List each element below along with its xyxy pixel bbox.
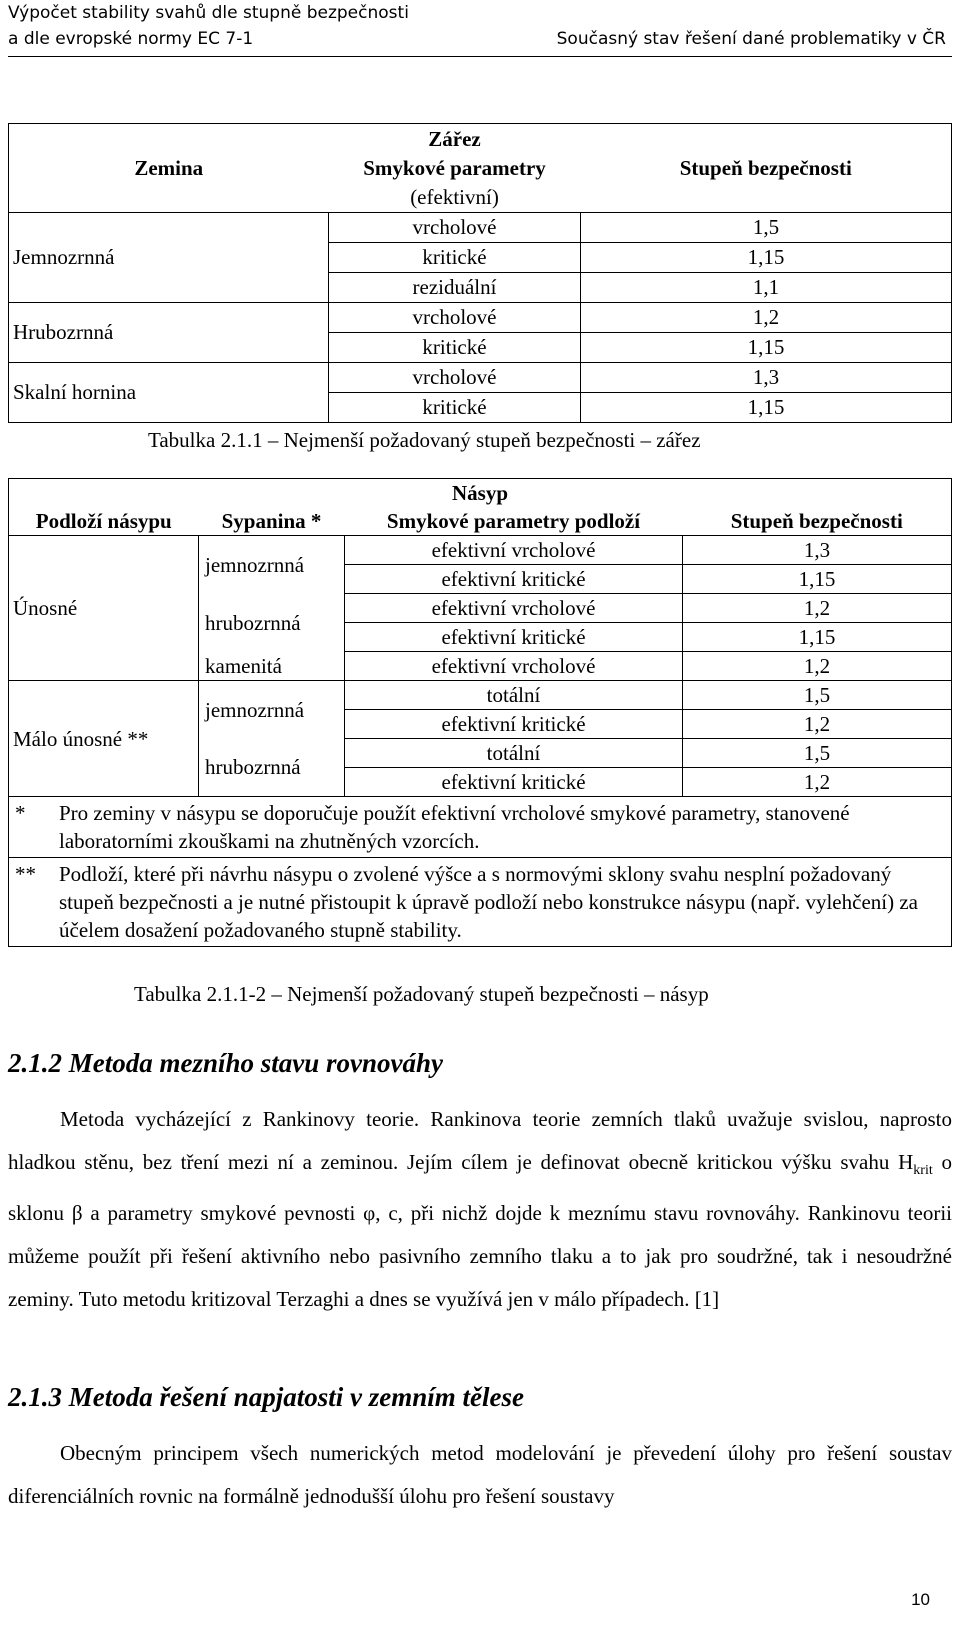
param-cell: totální (345, 681, 683, 710)
header-title-line2: a dle evropské normy EC 7-1 (8, 29, 254, 49)
col-header-params: Smykové parametry podloží (345, 507, 683, 536)
header-section: Současný stav řešení dané problematiky v ČR (556, 29, 946, 49)
param-cell: totální (345, 739, 683, 768)
param-cell: efektivní vrcholové (345, 594, 683, 623)
table-title: Násyp (9, 479, 952, 508)
param-cell: efektivní kritické (345, 565, 683, 594)
soil-coarse: Hrubozrnná (9, 303, 329, 363)
section-heading-2-1-2: 2.1.2 Metoda mezního stavu rovnováhy (8, 1048, 444, 1078)
factor-cell: 1,2 (683, 710, 952, 739)
factor-cell: 1,15 (683, 565, 952, 594)
fill-fine: jemnozrnná (199, 536, 345, 594)
col-header-fill: Sypanina * (199, 507, 345, 536)
factor-cell: 1,3 (581, 363, 952, 393)
col-header-factor: Stupeň bezpečnosti (581, 124, 952, 213)
footnote-1 (9, 797, 952, 858)
factor-cell: 1,2 (581, 303, 952, 333)
table2-caption: Tabulka 2.1.1-2 – Nejmenší požadovaný stupeň bezpečnosti – násyp (134, 982, 709, 1006)
factor-cell: 1,2 (683, 594, 952, 623)
factor-cell: 1,3 (683, 536, 952, 565)
param-cell: efektivní vrcholové (345, 652, 683, 681)
param-cell: kritické (329, 393, 581, 423)
factor-cell: 1,2 (683, 768, 952, 797)
col-header-factor: Stupeň bezpečnosti (683, 507, 952, 536)
page-number: 10 (911, 1590, 930, 1609)
param-cell: efektivní kritické (345, 768, 683, 797)
cut-safety-table (8, 123, 952, 423)
col-header-params-line2: (efektivní) (410, 185, 499, 209)
page-header (8, 0, 952, 57)
fill-coarse: hrubozrnná (199, 594, 345, 652)
footnote-text: Pro zeminy v násypu se doporučuje použít efektivní vrcholové smykové parametry, stanovené laboratorními zkouškami na zhutněných vzorcích. (59, 801, 850, 853)
embankment-safety-table (8, 478, 952, 947)
paragraph-text-part1: Metoda vycházející z Rankinovy teorie. Rankinova teorie zemních tlaků uvažuje svislou, naprosto hladkou stěnu, bez tření mezi ní a zeminou. Jejím cílem je definovat obecně kritickou výšku svahu H (8, 1107, 952, 1174)
param-cell: efektivní vrcholové (345, 536, 683, 565)
col-header-params-line1: Smykové parametry (363, 156, 546, 180)
factor-cell: 1,15 (581, 243, 952, 273)
footnote-mark: ** (15, 862, 36, 886)
paragraph-text-part2: o sklonu β a parametry smykové pevnosti φ, c, při nichž dojde k meznímu stavu rovnováhy. Rankinovu teorii můžeme použít při řešení aktivního nebo pasivního zemního tlaku a to jak pro soudržné, tak i nesoudržné zeminy. Tuto metodu kritizoval Terzaghi a dnes se využívá jen v málo případech. [1] (8, 1150, 952, 1312)
table-title: Zářez (329, 124, 581, 155)
param-cell: kritické (329, 243, 581, 273)
param-cell: vrcholové (329, 303, 581, 333)
section-heading-2-1-3: 2.1.3 Metoda řešení napjatosti v zemním tělese (8, 1382, 524, 1412)
factor-cell: 1,5 (581, 213, 952, 243)
col-header-params (329, 154, 581, 213)
footnote-text: Podloží, které při návrhu násypu o zvolené výšce a s normovými sklony svahu nesplní požadovaný stupeň bezpečnosti a je nutné přistoupit k úpravě podloží nebo konstrukce násypu (např. vylehčení) za účelem dosažení požadovaného stupně stability. (59, 862, 918, 942)
factor-cell: 1,5 (683, 739, 952, 768)
soil-fine: Jemnozrnná (9, 213, 329, 303)
fill-stony: kamenitá (199, 652, 345, 681)
param-cell: efektivní kritické (345, 623, 683, 652)
footnote-mark: * (15, 801, 26, 825)
param-cell: vrcholové (329, 213, 581, 243)
subsoil-low-bearing: Málo únosné ** (9, 681, 199, 797)
factor-cell: 1,1 (581, 273, 952, 303)
param-cell: kritické (329, 333, 581, 363)
section-paragraph (8, 1432, 952, 1518)
factor-cell: 1,15 (581, 333, 952, 363)
param-cell: vrcholové (329, 363, 581, 393)
table1-caption: Tabulka 2.1.1 – Nejmenší požadovaný stupeň bezpečnosti – zářez (148, 428, 701, 452)
factor-cell: 1,15 (683, 623, 952, 652)
section-paragraph (8, 1098, 952, 1321)
factor-cell: 1,15 (581, 393, 952, 423)
factor-cell: 1,5 (683, 681, 952, 710)
fill-fine: jemnozrnná (199, 681, 345, 739)
paragraph-text: Obecným principem všech numerických metod modelování je převedení úlohy pro řešení soustav diferenciálních rovnic na formálně jednodušší úlohu pro řešení soustavy (8, 1441, 952, 1508)
subsoil-bearing: Únosné (9, 536, 199, 681)
param-cell: efektivní kritické (345, 710, 683, 739)
factor-cell: 1,2 (683, 652, 952, 681)
col-header-soil: Zemina (9, 124, 329, 213)
col-header-subsoil: Podloží násypu (9, 507, 199, 536)
param-cell: reziduální (329, 273, 581, 303)
subscript-krit: krit (913, 1163, 933, 1179)
fill-coarse: hrubozrnná (199, 739, 345, 797)
header-title-line1: Výpočet stability svahů dle stupně bezpečnosti (8, 3, 409, 23)
soil-rock: Skalní hornina (9, 363, 329, 423)
footnote-2 (9, 858, 952, 947)
